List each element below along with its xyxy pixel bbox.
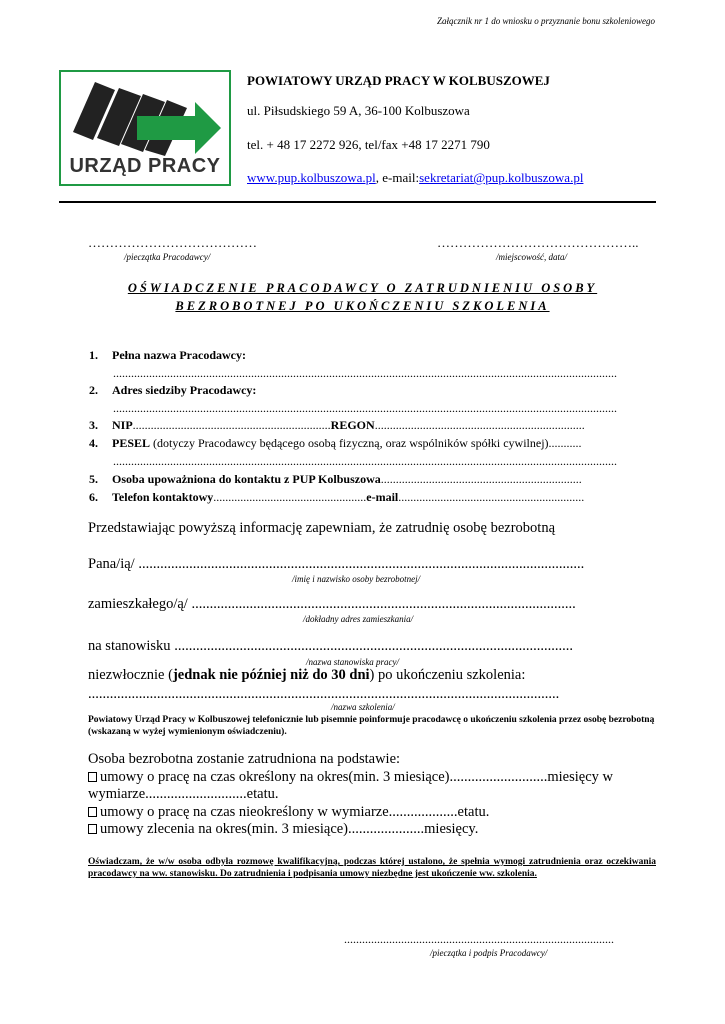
place-date-caption: /miejscowość, data/	[496, 252, 567, 262]
header-divider	[59, 201, 656, 203]
basis-option-mandate: umowy zlecenia na okres(min. 3 miesiące).....................miesięcy.	[88, 821, 478, 838]
signature-caption: /pieczątka i podpis Pracodawcy/	[430, 948, 548, 958]
item-contact-person: 5. Osoba upoważniona do kontaktu z PUP Kolbuszowa...................................................................	[89, 472, 582, 486]
nip-field[interactable]: ..................................................................	[132, 418, 331, 432]
document-title	[0, 279, 725, 315]
item-pesel: 4. PESEL (dotyczy Pracodawcy będącego osobą fizyczną, oraz wspólników spółki cywilnej)...........	[89, 436, 582, 450]
employer-name-field[interactable]: ........................................................................................................................................................................	[113, 366, 617, 380]
office-name: POWIATOWY URZĄD PRACY W KOLBUSZOWEJ	[247, 73, 550, 88]
email-link[interactable]: sekretariat@pup.kolbuszowa.pl	[419, 170, 584, 185]
title-line-2: BEZROBOTNEJ PO UKOŃCZENIU SZKOLENIA	[175, 299, 550, 313]
training-caption: /nazwa szkolenia/	[331, 702, 395, 712]
office-logo	[59, 70, 231, 186]
basis-option-fixed-term: umowy o pracę na czas określony na okres(min. 3 miesiące)...........................miesięcy w	[88, 769, 658, 786]
stamp-field[interactable]: …………………………………	[88, 235, 257, 250]
basis-option-indefinite: umowy o pracę na czas nieokreślony w wymiarze...................etatu.	[88, 804, 489, 821]
basis-intro: Osoba bezrobotna zostanie zatrudniona na podstawie:	[88, 751, 401, 767]
residence-line: zamieszkałego/ą/ ..........................................................................................................	[88, 596, 576, 612]
mandate-checkbox[interactable]	[88, 824, 97, 834]
position-caption: /nazwa stanowiska pracy/	[306, 657, 400, 667]
residence-caption: /dokładny adres zamieszkania/	[303, 614, 414, 624]
item-nip-regon: 3. NIP..................................................................REGON......................................................................	[89, 418, 585, 432]
timing-line: niezwłocznie (jednak nie później niż do 30 dni) po ukończeniu szkolenia:	[88, 667, 526, 683]
signature-field[interactable]: ..........................................................................................	[344, 932, 614, 946]
item-employer-address: 2. Adres siedziby Pracodawcy:	[89, 383, 257, 397]
position-field[interactable]: ..............................................................................................................	[170, 638, 573, 654]
email-field[interactable]: ..............................................................	[398, 490, 585, 504]
phone-field[interactable]: ...................................................	[213, 490, 367, 504]
item-phone-email: 6. Telefon kontaktowy...................................................e-mail..............................................................	[89, 490, 585, 504]
training-field[interactable]: ..................................................................................................................................	[88, 686, 560, 702]
office-contact	[247, 170, 583, 186]
person-line: Pana/ią/ ...........................................................................................................................	[88, 556, 585, 572]
person-caption: /imię i nazwisko osoby bezrobotnej/	[292, 574, 421, 584]
office-notice: Powiatowy Urząd Pracy w Kolbuszowej telefonicznie lub pisemnie poinformuje pracodawcę o ukończeniu szkolenia przez osobę bezrobotną (wskazaną w wyżej wymienionym oświadczeniu).	[88, 715, 655, 737]
person-name-field[interactable]: ...........................................................................................................................	[134, 556, 585, 572]
basis-option-fixed-term-cont: wymiarze............................etatu.	[88, 786, 279, 802]
email-label: , e-mail:	[375, 170, 420, 185]
indefinite-checkbox[interactable]	[88, 807, 97, 817]
residence-field[interactable]: ..........................................................................................................	[187, 596, 576, 612]
regon-field[interactable]: ......................................................................	[374, 418, 585, 432]
item-employer-name: 1. Pełna nazwa Pracodawcy:	[89, 348, 246, 362]
position-line: na stanowisku ..............................................................................................................	[88, 638, 573, 654]
logo-text: URZĄD PRACY	[69, 155, 221, 177]
office-address: ul. Piłsudskiego 59 A, 36-100 Kolbuszowa	[247, 103, 470, 118]
office-phone: tel. + 48 17 2272 926, tel/fax +48 17 2271 790	[247, 137, 490, 152]
website-link[interactable]: www.pup.kolbuszowa.pl	[247, 170, 376, 185]
stamp-caption: /pieczątka Pracodawcy/	[124, 252, 211, 262]
final-declaration: Oświadczam, że w/w osoba odbyła rozmowę kwalifikacyjną, podczas której ustalono, że spełnia wymogi zatrudnienia oraz oczekiwania pracodawcy na ww. stanowisku. Do zatrudnienia i podpisania umowy niezbędne jest ukończenie ww. szkolenia.	[88, 857, 656, 879]
employer-address-field[interactable]: ........................................................................................................................................................................	[113, 401, 617, 415]
contact-person-field[interactable]: ...................................................................	[380, 472, 582, 486]
declaration-intro: Przedstawiając powyższą informację zapewniam, że zatrudnię osobę bezrobotną	[88, 520, 556, 536]
pesel-field[interactable]: ........................................................................................................................................................................	[113, 454, 617, 468]
annex-note: Załącznik nr 1 do wniosku o przyznanie bonu szkoleniowego	[437, 16, 655, 26]
fixed-term-checkbox[interactable]	[88, 772, 97, 782]
place-date-field[interactable]: ………………………………………..	[437, 235, 639, 250]
title-line-1: OŚWIADCZENIE PRACODAWCY O ZATRUDNIENIU OSOBY	[127, 281, 598, 295]
